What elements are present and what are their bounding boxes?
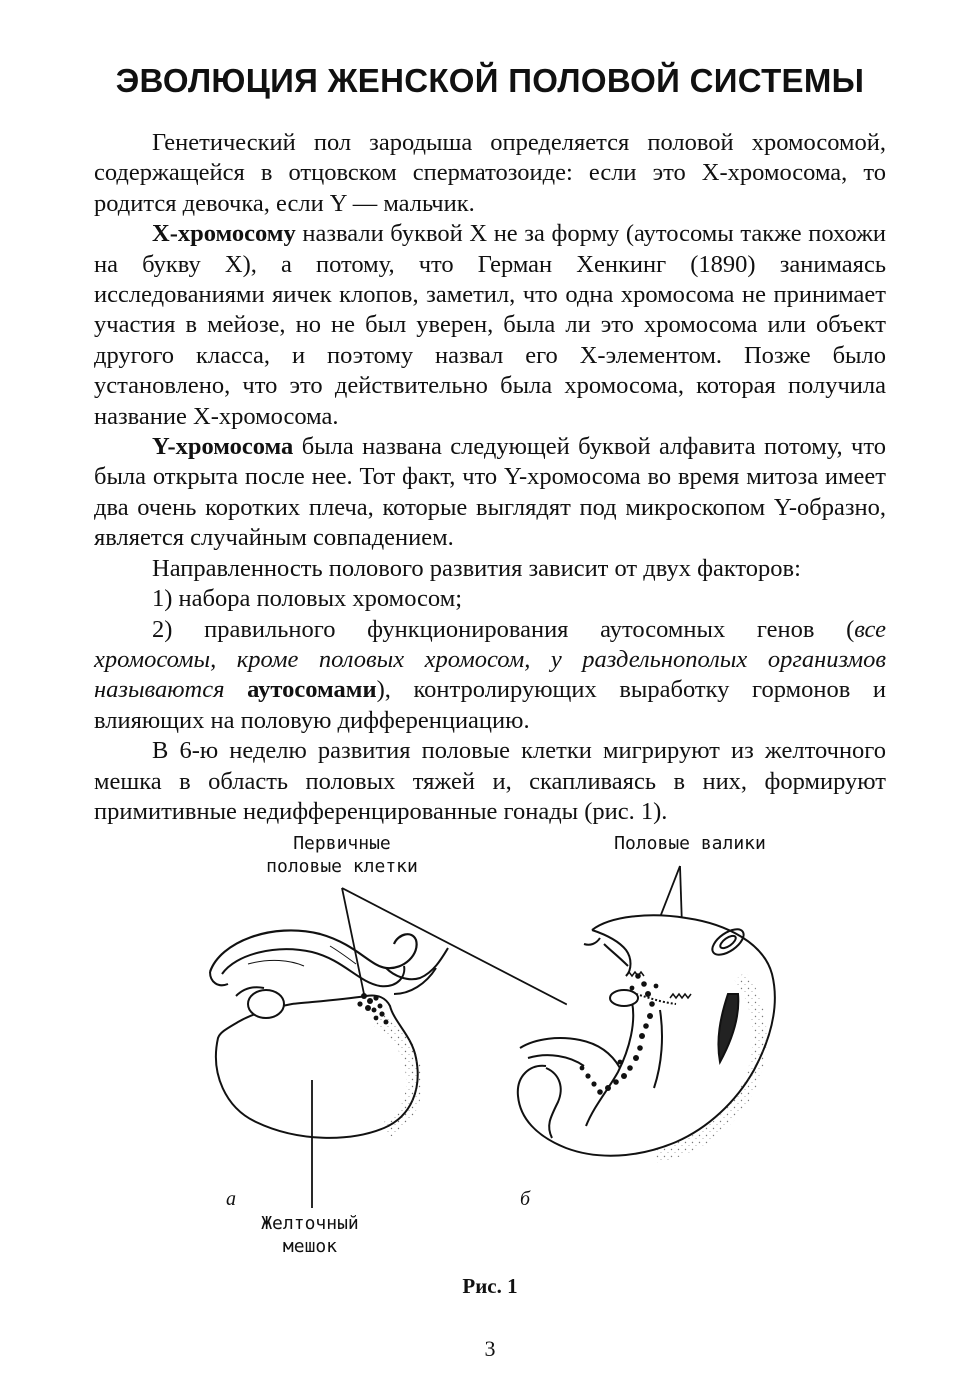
paragraph-7: В 6-ю неделю развития половые клетки мигрируют из желточного мешка в область половых тяжей и, скапливаясь в них, формируют примитивные недифференцированные гонады (рис. 1). (94, 737, 886, 825)
list-item-2-end: ), контролирующих выработку гормонов и влияющих на половую дифференциацию. (94, 676, 887, 734)
drawing-b (518, 915, 775, 1156)
label-yolk-sac: Желточный мешок (261, 1213, 359, 1257)
subfigure-label-a: а (226, 1188, 236, 1210)
paragraph-4: Направленность полового развития зависит от двух факторов: (152, 554, 801, 582)
list-item-2-start: 2) правильного функционирования аутосомных генов ( (152, 615, 855, 643)
page-title: ЭВОЛЮЦИЯ ЖЕНСКОЙ ПОЛОВОЙ СИСТЕМЫ (115, 62, 865, 99)
label-genital-ridges: Половые валики (614, 833, 766, 854)
term-y-chromosome: Y-хромосома (152, 433, 294, 461)
embryo-illustration (180, 826, 820, 1266)
figure-1 (180, 826, 820, 1266)
subfigure-label-b: б (520, 1188, 531, 1210)
body-text (94, 128, 886, 827)
paragraph-2-text: назвали буквой X не за форму (аутосомы также похожи на букву X), а потому, что Герман Хенкинг (1890) занимаясь исследованиями яичек клопов, заметил, что одна хромосома не принимает участия в мейозе, но не был уверен, была ли это хромосома или объект другого класса, и поэтому назвал его X-элементом. Позже было установлено, что это действительно была хромосома, которая получила название X-хромосома. (94, 220, 886, 430)
list-item-1: 1) набора половых хромосом; (152, 585, 463, 613)
paragraph-3-text: была названа следующей буквой алфавита потому, что была открыта после нее. Тот факт, что Y-хромосома во время митоза имеет два очень коротких плеча, которые выглядят под микроскопом Y-образно, является случайным совпадением. (94, 433, 886, 552)
drawing-a (210, 930, 448, 1137)
list-item-2 (94, 615, 886, 737)
paragraph-1: Генетический пол зародыша определяется половой хромосомой, содержащейся в отцовском сперматозоиде: если это X-хромосома, то родится девочка, если Y — мальчик. (94, 129, 886, 217)
figure-caption: Рис. 1 (462, 1274, 518, 1298)
term-x-chromosome: X-хромосому (152, 220, 296, 248)
term-autosomes: аутосомами (247, 676, 377, 704)
page-number: 3 (484, 1336, 496, 1361)
paragraph-3 (94, 432, 886, 554)
autosome-definition: все хромосомы, кроме половых хромосом, у раздельнополых организмов называются (94, 615, 886, 704)
label-primary-germ-cells: Первичные половые клетки (266, 833, 418, 877)
paragraph-2 (94, 219, 886, 432)
